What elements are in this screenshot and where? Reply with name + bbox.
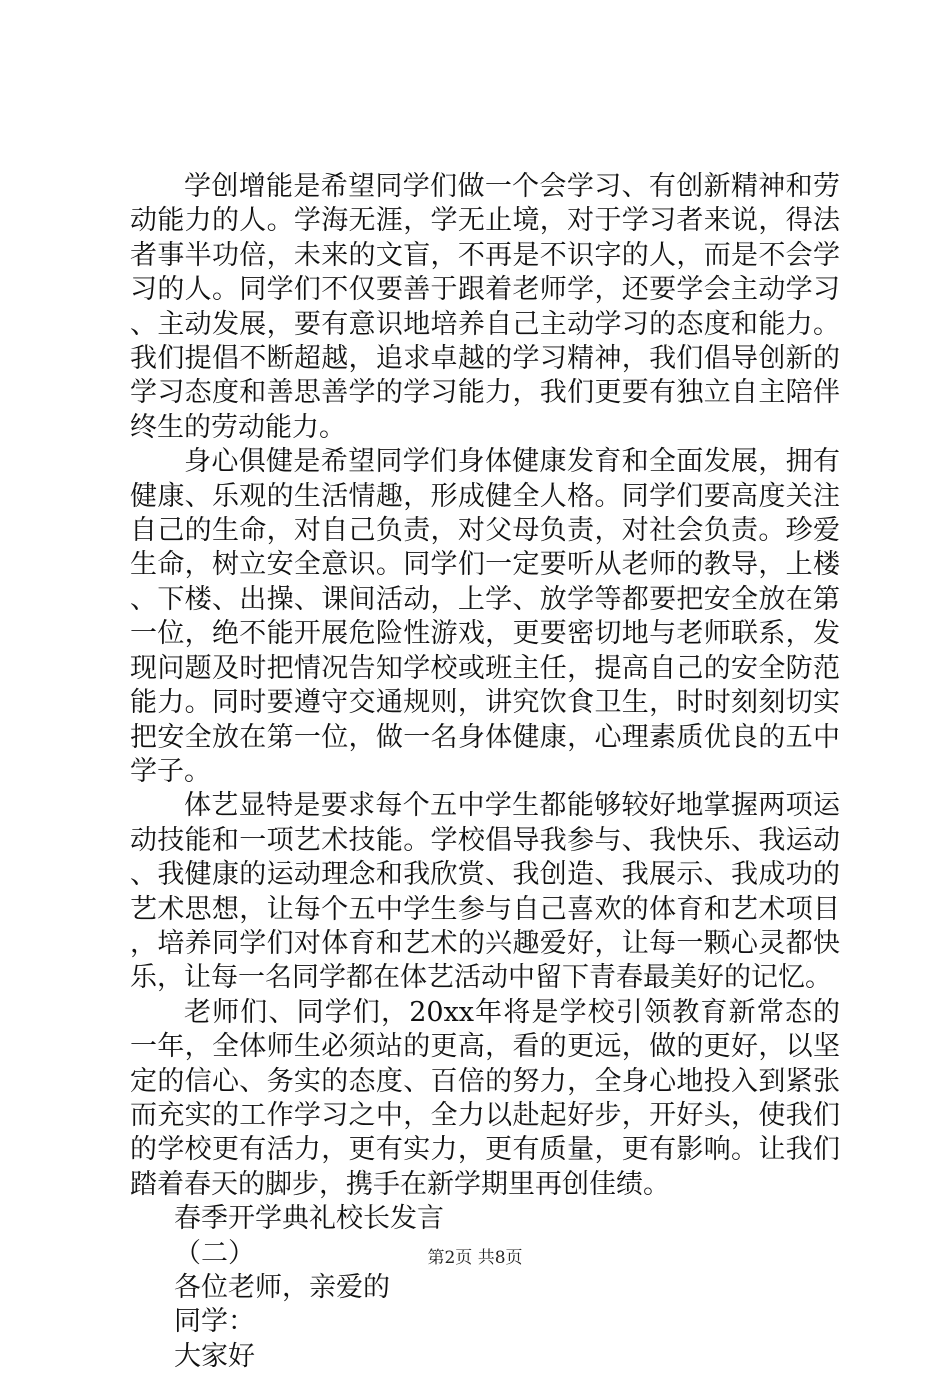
salutation-line-2: 同学： [174,1306,255,1338]
paragraph-sports-arts: 体艺显特是要求每个五中学生都能够较好地掌握两项运动技能和一项艺术技能。学校倡导我参与、我快乐、我运动、我健康的运动理念和我欣赏、我创造、我展示、我成功的艺术思想，让每个五中学生参与自己喜欢的体育和艺术项目，培养同学们对体育和艺术的兴趣爱好，让每一颗心灵都快乐，让每一名同学都在体艺活动中留下青春最美好的记忆。 [130,790,840,994]
paragraph-learning: 学创增能是希望同学们做一个会学习、有创新精神和劳动能力的人。学海无涯，学无止境，对于学习者来说，得法者事半功倍，未来的文盲，不再是不识字的人，而是不会学习的人。同学们不仅要善于跟着老师学，还要学会主动学习、主动发展，要有意识地培养自己主动学习的态度和能力。我们提倡不断超越，追求卓越的学习精神，我们倡导创新的学习态度和善思善学的学习能力，我们更要有独立自主陪伴终生的劳动能力。 [130,171,840,443]
greeting-line: 大家好 [174,1340,255,1372]
document-body [130,170,840,1374]
section-title: 春季开学典礼校长发言 [174,1203,444,1235]
section-number: （二） [174,1237,255,1269]
page-number-footer: 第2页 共8页 [427,1248,523,1268]
salutation-line-1: 各位老师，亲爱的 [174,1272,390,1303]
paragraph-health: 身心俱健是希望同学们身体健康发育和全面发展，拥有健康、乐观的生活情趣，形成健全人格。同学们要高度关注自己的生命，对自己负责，对父母负责，对社会负责。珍爱生命，树立安全意识。同学们一定要听从老师的教导，上楼、下楼、出操、课间活动，上学、放学等都要把安全放在第一位，绝不能开展危险性游戏，更要密切地与老师联系，发现问题及时把情况告知学校或班主任，提高自己的安全防范能力。同时要遵守交通规则，讲究饮食卫生，时时刻刻切实把安全放在第一位，做一名身体健康，心理素质优良的五中学子。 [130,446,840,787]
paragraph-closing: 老师们、同学们，20xx年将是学校引领教育新常态的一年，全体师生必须站的更高，看的更远，做的更好，以坚定的信心、务实的态度、百倍的努力，全身心地投入到紧张而充实的工作学习之中，全力以赴起好步，开好头，使我们的学校更有活力，更有实力，更有质量，更有影响。让我们踏着春天的脚步，携手在新学期里再创佳绩。 [130,996,840,1200]
